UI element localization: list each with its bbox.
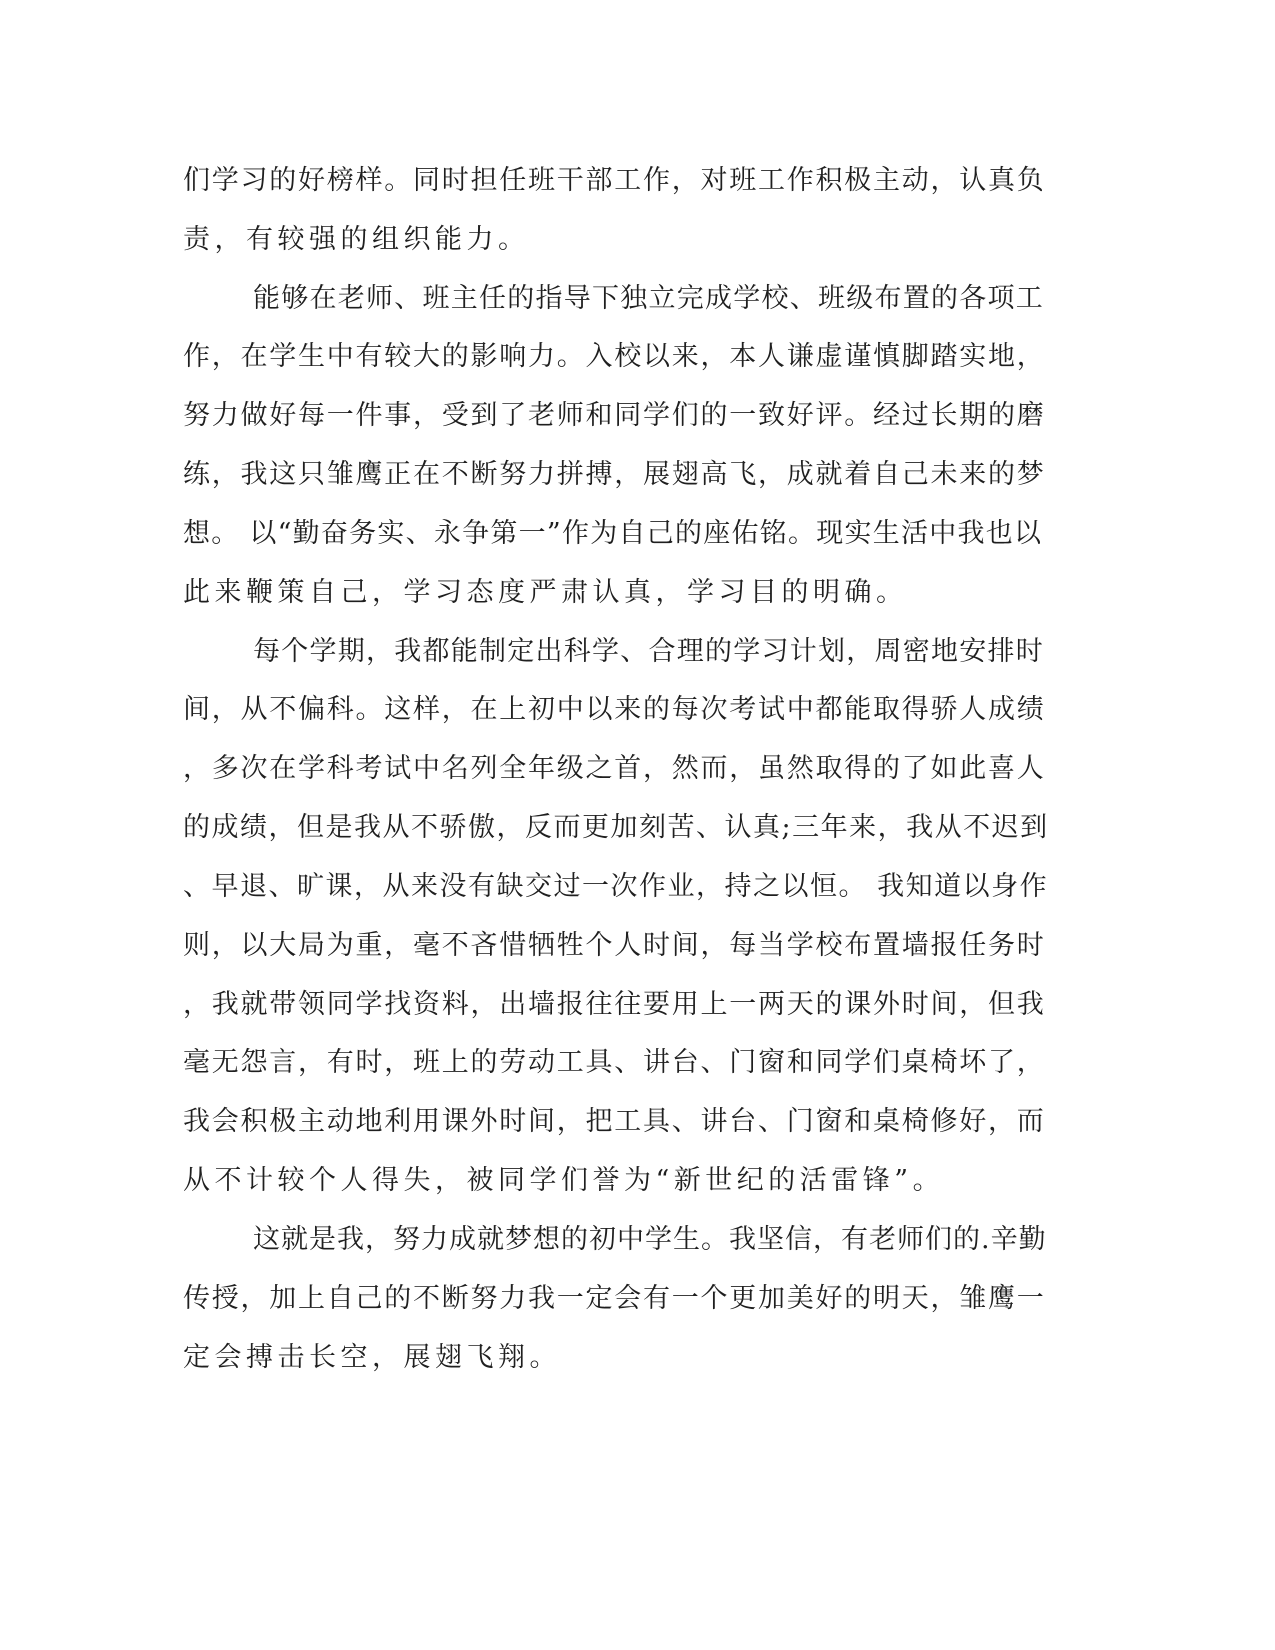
text-line: 间，从不偏科。这样，在上初中以来的每次考试中都能取得骄人成绩 [183,694,1046,725]
text-line: 定会搏击长空，展翅飞翔。 [183,1342,561,1373]
paragraph-first-line: 这就是我，努力成就梦想的初中学生。我坚信，有老师们的.辛勤 [253,1224,1047,1255]
text-line: 责，有较强的组织能力。 [183,224,530,255]
text-line: 努力做好每一件事，受到了老师和同学们的一致好评。经过长期的磨 [183,400,1046,431]
text-line: 此来鞭策自己，学习态度严肃认真，学习目的明确。 [183,577,908,608]
text-line: ，我就带领同学找资料，出墙报往往要用上一两天的课外时间，但我 [183,989,1046,1020]
text-line: 我会积极主动地利用课外时间，把工具、讲台、门窗和桌椅修好，而 [183,1106,1046,1137]
text-line: 作，在学生中有较大的影响力。入校以来，本人谦虚谨慎脚踏实地， [183,341,1046,372]
text-line: ，多次在学科考试中名列全年级之首，然而，虽然取得的了如此喜人 [183,753,1046,784]
text-line: 传授，加上自己的不断努力我一定会有一个更加美好的明天，雏鹰一 [183,1283,1046,1314]
text-line: 则，以大局为重，毫不吝惜牺牲个人时间，每当学校布置墙报任务时 [183,930,1046,961]
text-line: 练，我这只雏鹰正在不断努力拼搏，展翅高飞，成就着自己未来的梦 [183,459,1046,490]
text-line: 从不计较个人得失，被同学们誉为“新世纪的活雷锋”。 [183,1165,945,1196]
text-line: 、早退、旷课，从来没有缺交过一次作业，持之以恒。 我知道以身作 [183,871,1049,902]
paragraph-first-line: 能够在老师、班主任的指导下独立完成学校、班级布置的各项工 [253,283,1044,314]
text-line: 的成绩，但是我从不骄傲，反而更加刻苦、认真;三年来，我从不迟到 [183,812,1049,843]
text-line: 毫无怨言，有时，班上的劳动工具、讲台、门窗和同学们桌椅坏了， [183,1047,1046,1078]
text-line: 们学习的好榜样。同时担任班干部工作，对班工作积极主动，认真负 [183,165,1046,196]
paragraph-first-line: 每个学期，我都能制定出科学、合理的学习计划，周密地安排时 [253,636,1044,667]
text-line: 想。 以“勤奋务实、永争第一”作为自己的座佑铭。现实生活中我也以 [183,518,1043,549]
